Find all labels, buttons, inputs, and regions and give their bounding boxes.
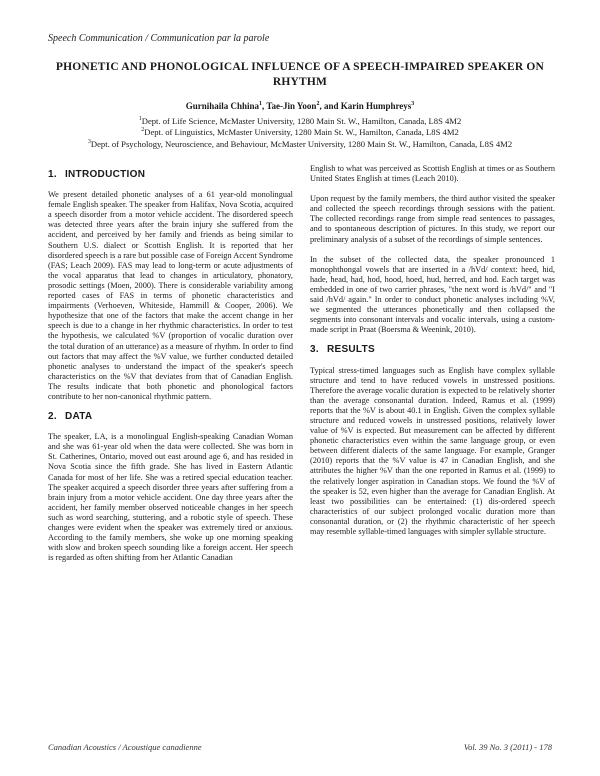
affiliation-3-text: Dept. of Psychology, Neuroscience, and Behaviour, McMaster University, 1280 Main St. W., Hamilton, Canada, L8S 4M2 [90,138,513,149]
author-2-sup: 2 [316,101,320,107]
section-number: 2. [48,411,57,423]
introduction-paragraph: We present detailed phonetic analyses of a 61 year-old monolingual female English speaker. The speaker from Halifax, Nova Scotia, acquired a speech disorder from a motor vehicle accident. The disordered speech was detected three years after the brain injury she suffered from the accident, and perceived by her family and friends as being similar to Southern U.S. dialect or Scottish English. It is reported that her disordered speech is a rare but possible case of Foreign Accent Syndrome (FAS; Leach 2009). FAS may lead to long-term or acute adjustments of the vocal apparatus that lead to changes in articulatory, phonatory, prosodic settings (Moen, 2000). There is considerable variability among reported cases of FAS in terms of phonetic characteristics and impairments (Verhoeven, Whiteside, Hammill & Cooper, 2006). We hypothesize that one of the factors that make the accent change in her speech is due to a change in her rhythmic characteristics. In order to test the hypothesis, we calculated %V (proportion of vocalic duration over the total duration of an utterance) as a measure of rhythm. In order to find out factors that may affect the %V value, we further conducted detailed phonetic analyses to understand the impact of the speaker's speech characteristics on the %V that deviates from that of Canadian English. The results indicate that both phonetic and phonological factors contribute to her non-canonical rhythmic pattern. [48,190,293,401]
affiliation-1-text: Dept. of Life Science, McMaster University, 1280 Main St. W., Hamilton, Canada, L8S 4M2 [141,115,462,126]
right-column [310,164,555,547]
section-title: INTRODUCTION [64,169,146,180]
title-line-1: PHONETIC AND PHONOLOGICAL INFLUENCE OF A SPEECH-IMPAIRED SPEAKER ON [55,61,545,73]
section-heading-introduction [48,170,293,180]
affiliation-3 [40,137,560,150]
affiliation-2-text: Dept. of Linguistics, McMaster University, 1280 Main St. W., Hamilton, Canada, L8S 4M2 [144,126,459,137]
affiliation-2 [40,125,560,138]
running-head: Speech Communication / Communication par la parole [48,33,270,44]
data-paragraph-continued: English to what was perceived as Scottish English at times or as Southern United States English at times (Leach 2010). [310,164,555,184]
author-2: Tae-Jin Yoon [266,101,317,111]
author-1-sup: 1 [258,101,262,107]
section-number: 1. [48,169,57,180]
author-3-sup: 3 [411,101,415,107]
method-paragraph: In the subset of the collected data, the speaker pronounced 1 monophthongal vowels that are inserted in a /hVd/ context: heed, hid, hade, head, had, hod, hood, hoed, hud, herred, and hod. Each target was embedded in one of two carrier phrases, "the next word is /hVd/" and "I said /hVd/ again." In order to conduct phonetic analyses including %V, we segmented the utterances phonetically and then collapsed the segments into consonant intervals and vocalic intervals, using a custom-made script in Praat (Boersma & Weenink, 2010). [310,254,555,335]
author-1: Gurnihaila Chhina [185,101,259,111]
section-number: 3. [310,344,319,356]
recording-paragraph: Upon request by the family members, the third author visited the speaker and collected the speech recordings through sessions with the patient. The collected recordings range from simple read sentences to passages, and to spontaneous description of pictures. In this study, we report our preliminary analysis of a subset of the recordings of simple sentences. [310,194,555,244]
affiliation-3-sup: 3 [87,139,91,145]
results-paragraph: Typical stress-timed languages such as English have complex syllable structure and tend to have reduced vowels in unstressed positions. Therefore the average vocalic duration is expected to be relatively shorter than the average consonantal duration. Indeed, Ramus et al. (1999) reports that the %V is about 40.1 in English. Given the complex syllable structure and reduced vowels in unstressed positions, relatively lower value of %V is expected. But measurement can be affected by different phonetic characteristics even within the same language group, or even between different dialects of the same language. For example, Granger (2010) reports that the %V value is 47 in Canadian English, and she attributes the higher %V than the one reported in Ramus et al. (1999) to the relatively longer aspiration in Canadian stops. We found the %V of the speaker is 52, even higher than the average for Canadian English. At least two possibilities can be entertained: (1) dis-ordered speech characteristics of our subject prolonged vocalic duration more than consonantal duration, or (2) the rhythmic characteristic of her speech may resemble syllable-timed languages with simpler syllable structure. [310,365,555,536]
footer-volume: Vol. 39 No. 3 (2011) - 178 [463,742,552,752]
title-line-2: RHYTHM [272,76,328,88]
data-paragraph: The speaker, LA, is a monolingual English-speaking Canadian Woman and she was 61-year old when the data were collected. She was born in St. Catherines, Ontario, moved out east around age 6, and has resided in Nova Scotia since the fifth grade. She has lived in Eastern Atlantic Canada for most of her life. She was a retired special education teacher. The speaker acquired a speech disorder three years after suffering from a brain injury from a motor vehicle accident. One day three years after the accident, her family member observed noticeable changes in her speech such as word searching, stuttering, and a robotic style of speech. These changes were evident when the speaker was extremely tired or anxious. According to the family members, she woke up one morning speaking with slow and broken speech sounding like a foreign accent. Her speech is regarded as often shifting from her Atlantic Canadian [48,432,293,563]
affiliation-2-sup: 2 [141,127,145,133]
section-heading-results [310,345,555,355]
section-title: DATA [64,411,93,423]
section-heading-data [48,412,293,422]
author-3: and Karin Humphreys [323,101,412,111]
affiliation-1-sup: 1 [138,116,142,122]
section-title: RESULTS [326,344,375,356]
footer-journal: Canadian Acoustics / Acoustique canadienne [48,742,202,752]
paper-title [40,60,560,90]
left-column [48,170,293,573]
author-list: Gurnihaila Chhina$^1$, Tae-Jin Yoon$^2$, and Karin Humphreys$^3$ [185,101,415,111]
